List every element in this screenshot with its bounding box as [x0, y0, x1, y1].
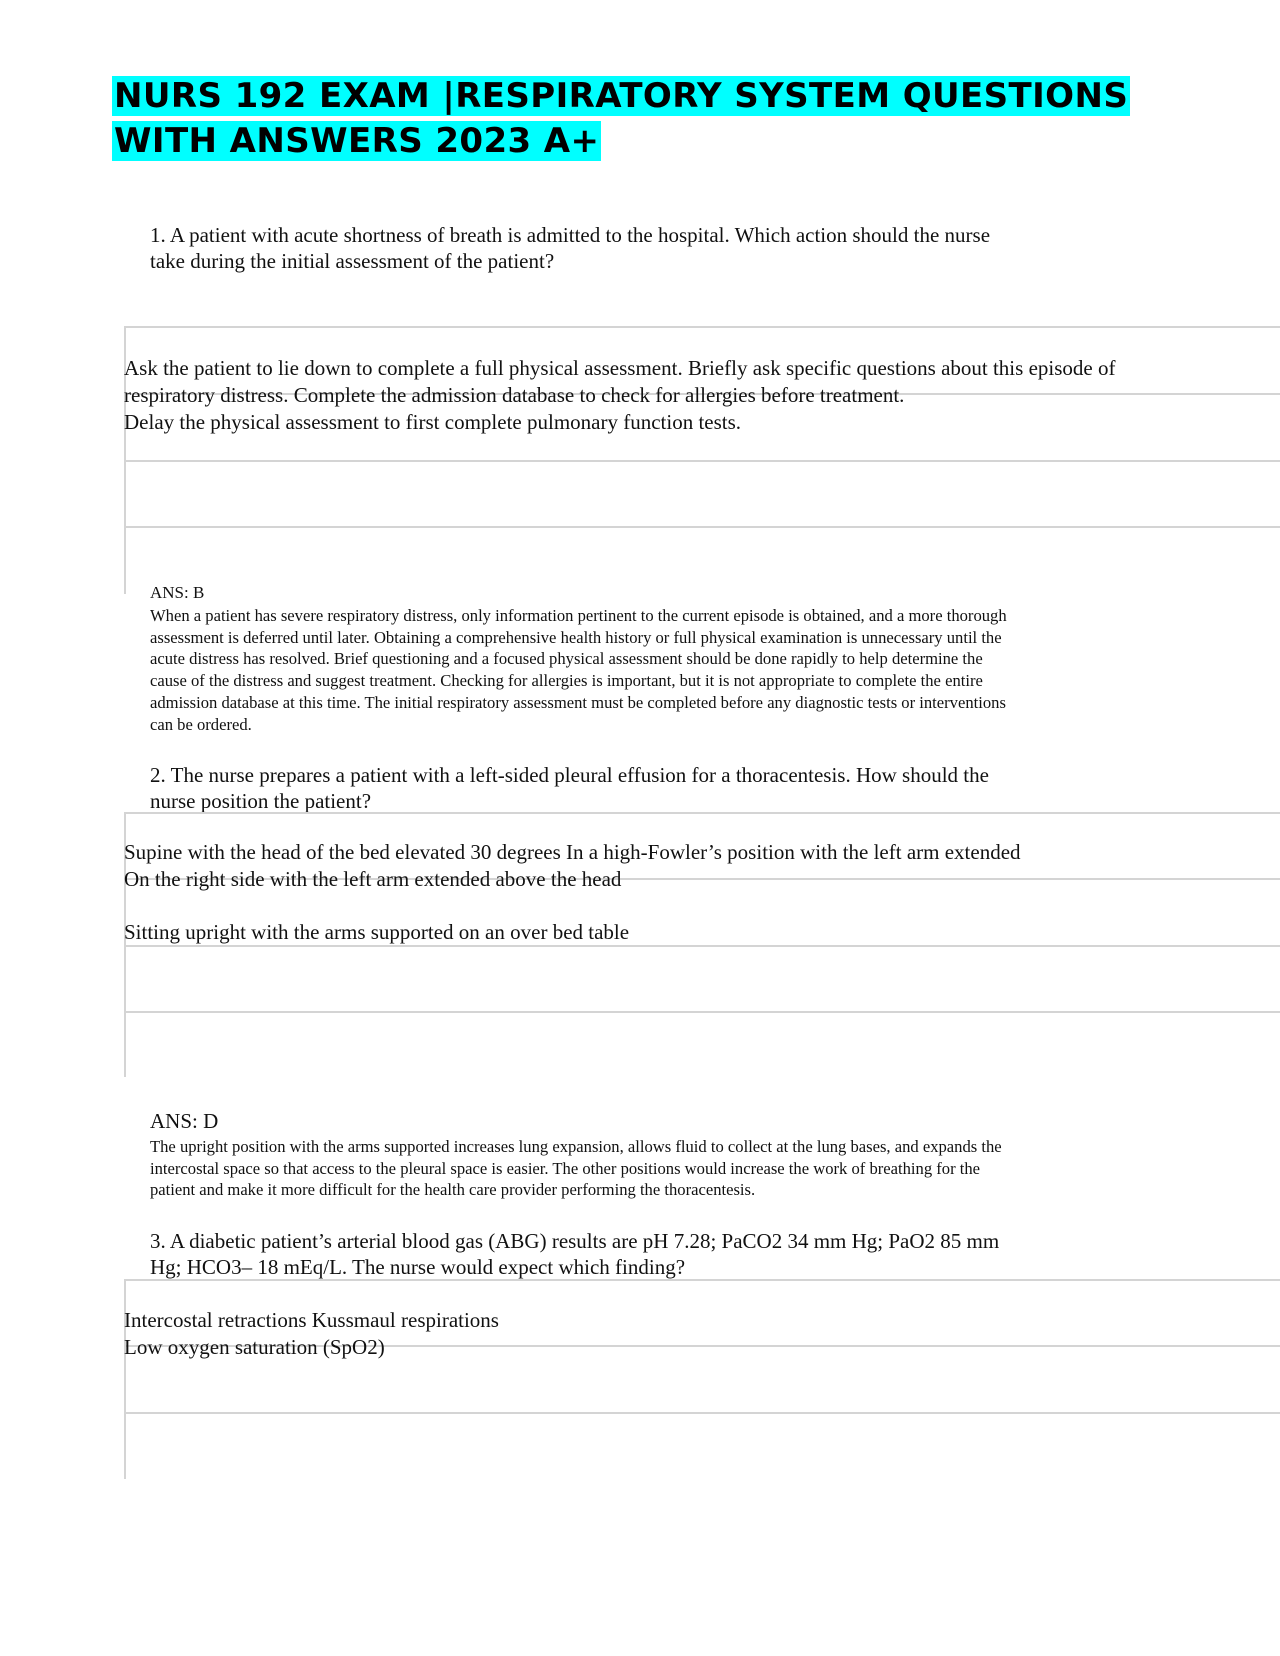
grid-rule	[126, 1279, 1280, 1281]
rationale-line: intercostal space so that access to the pleural space is easier. The other positions would increase the work of breathing for the	[150, 1158, 981, 1178]
grid-rule	[126, 945, 1280, 947]
grid-rule	[126, 1011, 1280, 1013]
question-3-stem-line-1: 3. A diabetic patient’s arterial blood gas (ABG) results are pH 7.28; PaCO2 34 mm Hg; PaO2 85 mm	[150, 1229, 1000, 1253]
question-3-option-text: Intercostal retractions Kussmaul respirations	[124, 1308, 499, 1332]
document-title-line-1: NURS 192 EXAM |RESPIRATORY SYSTEM QUESTIONS	[114, 76, 1129, 116]
question-2-option-text: On the right side with the left arm extended above the head	[124, 867, 622, 891]
rationale-line: can be ordered.	[150, 714, 252, 734]
rationale-line: cause of the distress and suggest treatment. Checking for allergies is important, but it is not appropriate to complete the entire	[150, 671, 983, 691]
question-2-rationale	[150, 1136, 1130, 1201]
rationale-line: patient and make it more difficult for the health care provider performing the thoracentesis.	[150, 1180, 756, 1200]
question-3-stem-line-2: Hg; HCO3– 18 mEq/L. The nurse would expect which finding?	[150, 1255, 686, 1279]
rationale-line: acute distress has resolved. Brief questioning and a focused physical assessment should be done rapidly to help determine the	[150, 649, 983, 669]
question-1-answer: ANS: B	[150, 583, 205, 602]
rationale-line: The upright position with the arms supported increases lung expansion, allows fluid to collect at the lung bases, and expands the	[150, 1137, 1002, 1156]
question-1-option-text: respiratory distress. Complete the admission database to check for allergies before treatment.	[124, 383, 905, 407]
grid-rule	[126, 1412, 1280, 1414]
grid-rule	[126, 812, 1280, 814]
document-title	[112, 74, 1130, 164]
question-1-option-text: Delay the physical assessment to first complete pulmonary function tests.	[124, 410, 742, 434]
question-3-option-text: Low oxygen saturation (SpO2)	[124, 1335, 385, 1359]
grid-rule	[126, 326, 1280, 328]
question-2-option-text: Sitting upright with the arms supported on an over bed table	[124, 920, 630, 944]
question-2-stem-line-2: nurse position the patient?	[150, 789, 372, 813]
question-1-stem-line-2: take during the initial assessment of the patient?	[150, 249, 555, 273]
question-1-rationale	[150, 605, 1130, 735]
question-1-stem-line-1: 1. A patient with acute shortness of breath is admitted to the hospital. Which action should the nurse	[150, 223, 991, 247]
rationale-line: assessment is deferred until later. Obtaining a comprehensive health history or full physical examination is unnecessary until the	[150, 627, 1002, 647]
rationale-line: When a patient has severe respiratory distress, only information pertinent to the current episode is obtained, and a more thorough	[150, 606, 1007, 625]
grid-rule	[126, 526, 1280, 528]
question-3-stem	[150, 1228, 1090, 1280]
question-2-option-text: Supine with the head of the bed elevated 30 degrees In a high-Fowler’s position with the left arm extended	[124, 840, 1021, 864]
grid-rule	[126, 460, 1280, 462]
document-title-line-2: WITH ANSWERS 2023 A+	[114, 121, 600, 161]
question-2-answer: ANS: D	[150, 1109, 219, 1133]
question-1-stem	[150, 222, 1090, 274]
rationale-line: admission database at this time. The initial respiratory assessment must be completed before any diagnostic tests or interventions	[150, 692, 1006, 712]
question-1-option-text: Ask the patient to lie down to complete a full physical assessment. Briefly ask specific questions about this episode of	[124, 356, 1116, 380]
question-2-stem	[150, 762, 1090, 814]
question-2-stem-line-1: 2. The nurse prepares a patient with a left-sided pleural effusion for a thoracentesis. How should the	[150, 763, 989, 787]
